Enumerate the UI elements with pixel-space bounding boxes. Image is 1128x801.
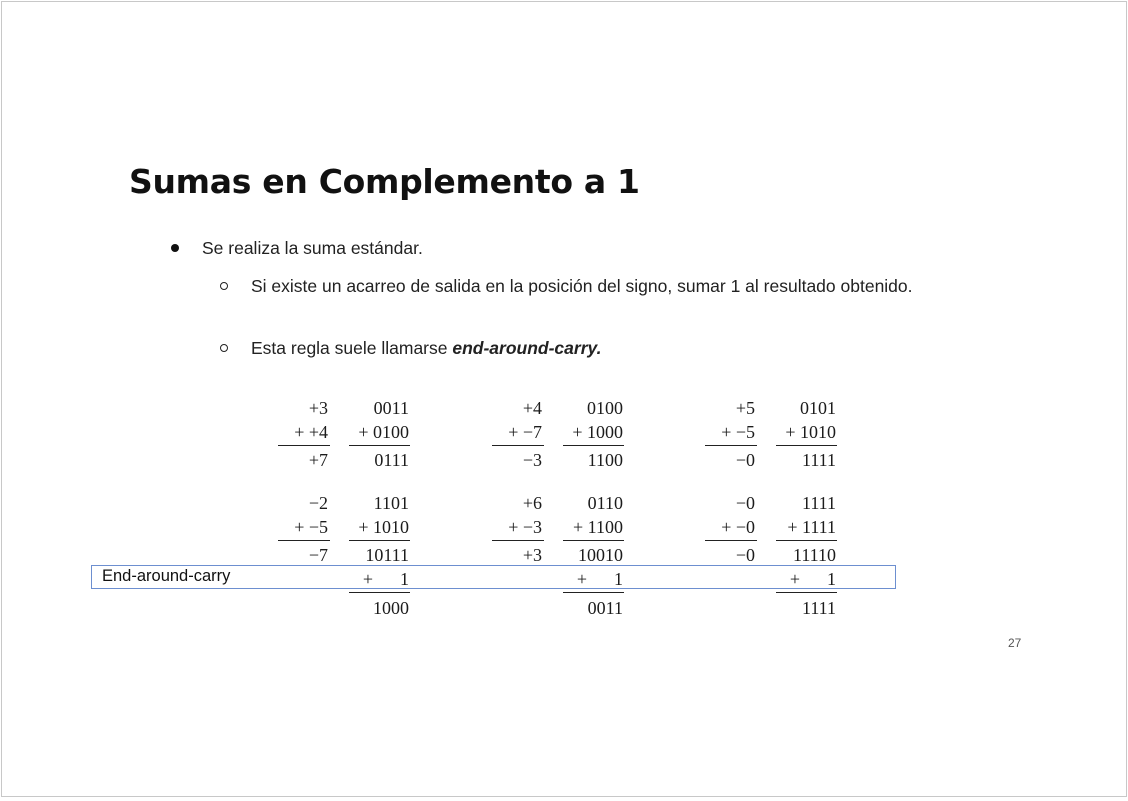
sub-bullet-end-around	[251, 337, 601, 360]
carry-rule	[349, 592, 410, 593]
binary-operand-b: + 1100	[573, 517, 623, 537]
sum-rule	[349, 540, 410, 541]
binary-operand-a: 0011	[373, 398, 409, 418]
decimal-result: −3	[522, 450, 542, 470]
decimal-operand-b: + −0	[721, 517, 755, 537]
hollow-bullet-icon	[220, 282, 228, 290]
sub-bullet-text: Esta regla suele llamarse	[251, 338, 453, 358]
binary-operand-b: + 1000	[572, 422, 623, 442]
slide	[1, 1, 1127, 797]
carry-rule	[563, 592, 624, 593]
decimal-operand-b: + −5	[294, 517, 328, 537]
sum-rule	[492, 445, 544, 446]
decimal-operand-a: +3	[308, 398, 328, 418]
sum-rule	[278, 445, 330, 446]
bullet-standard-sum	[202, 237, 423, 260]
binary-result: 0111	[374, 450, 409, 470]
decimal-operand-a: −2	[308, 493, 328, 513]
decimal-result: −0	[735, 450, 755, 470]
binary-result: 10010	[578, 545, 623, 565]
binary-operand-a: 1101	[373, 493, 409, 513]
sum-rule	[705, 445, 757, 446]
hollow-bullet-icon	[220, 344, 228, 352]
binary-operand-a: 0101	[800, 398, 836, 418]
carry-addend: + 1	[576, 569, 623, 589]
decimal-result: +3	[522, 545, 542, 565]
page-number: 27	[1008, 636, 1022, 650]
decimal-operand-a: +4	[522, 398, 542, 418]
decimal-result: −0	[735, 545, 755, 565]
sum-rule	[776, 445, 837, 446]
binary-operand-b: + 1010	[358, 517, 409, 537]
sum-rule	[776, 540, 837, 541]
decimal-operand-a: −0	[735, 493, 755, 513]
final-result: 1000	[373, 598, 409, 618]
bullet-text: Se realiza la suma estándar.	[202, 238, 423, 258]
final-result: 0011	[587, 598, 623, 618]
binary-result: 10111	[365, 545, 409, 565]
binary-operand-b: + 1111	[787, 517, 836, 537]
sum-rule	[705, 540, 757, 541]
sub-bullet-carry-rule	[251, 275, 967, 298]
carry-addend: + 1	[789, 569, 836, 589]
sum-rule	[563, 540, 624, 541]
binary-result: 1111	[802, 450, 836, 470]
decimal-operand-a: +5	[735, 398, 755, 418]
decimal-operand-b: + −3	[508, 517, 542, 537]
carry-addend: + 1	[362, 569, 409, 589]
final-result: 1111	[802, 598, 836, 618]
decimal-operand-b: + +4	[294, 422, 328, 442]
binary-result: 11110	[793, 545, 836, 565]
sum-rule	[563, 445, 624, 446]
end-around-carry-term: end-around-carry.	[452, 338, 602, 358]
binary-operand-a: 0100	[587, 398, 623, 418]
sum-rule	[349, 445, 410, 446]
binary-result: 1100	[587, 450, 623, 470]
decimal-operand-b: + −7	[508, 422, 542, 442]
decimal-operand-b: + −5	[721, 422, 755, 442]
sum-rule	[278, 540, 330, 541]
decimal-operand-a: +6	[522, 493, 542, 513]
decimal-result: −7	[308, 545, 328, 565]
carry-rule	[776, 592, 837, 593]
binary-operand-b: + 0100	[358, 422, 409, 442]
binary-operand-b: + 1010	[785, 422, 836, 442]
sum-rule	[492, 540, 544, 541]
sub-bullet-text: Si existe un acarreo de salida en la posición del signo, sumar 1 al resultado obtenido.	[251, 276, 913, 296]
slide-title: Sumas en Complemento a 1	[129, 162, 640, 201]
filled-bullet-icon	[171, 244, 179, 252]
binary-operand-a: 1111	[802, 493, 836, 513]
end-around-carry-label: End-around-carry	[102, 567, 231, 585]
binary-operand-a: 0110	[587, 493, 623, 513]
decimal-result: +7	[308, 450, 328, 470]
